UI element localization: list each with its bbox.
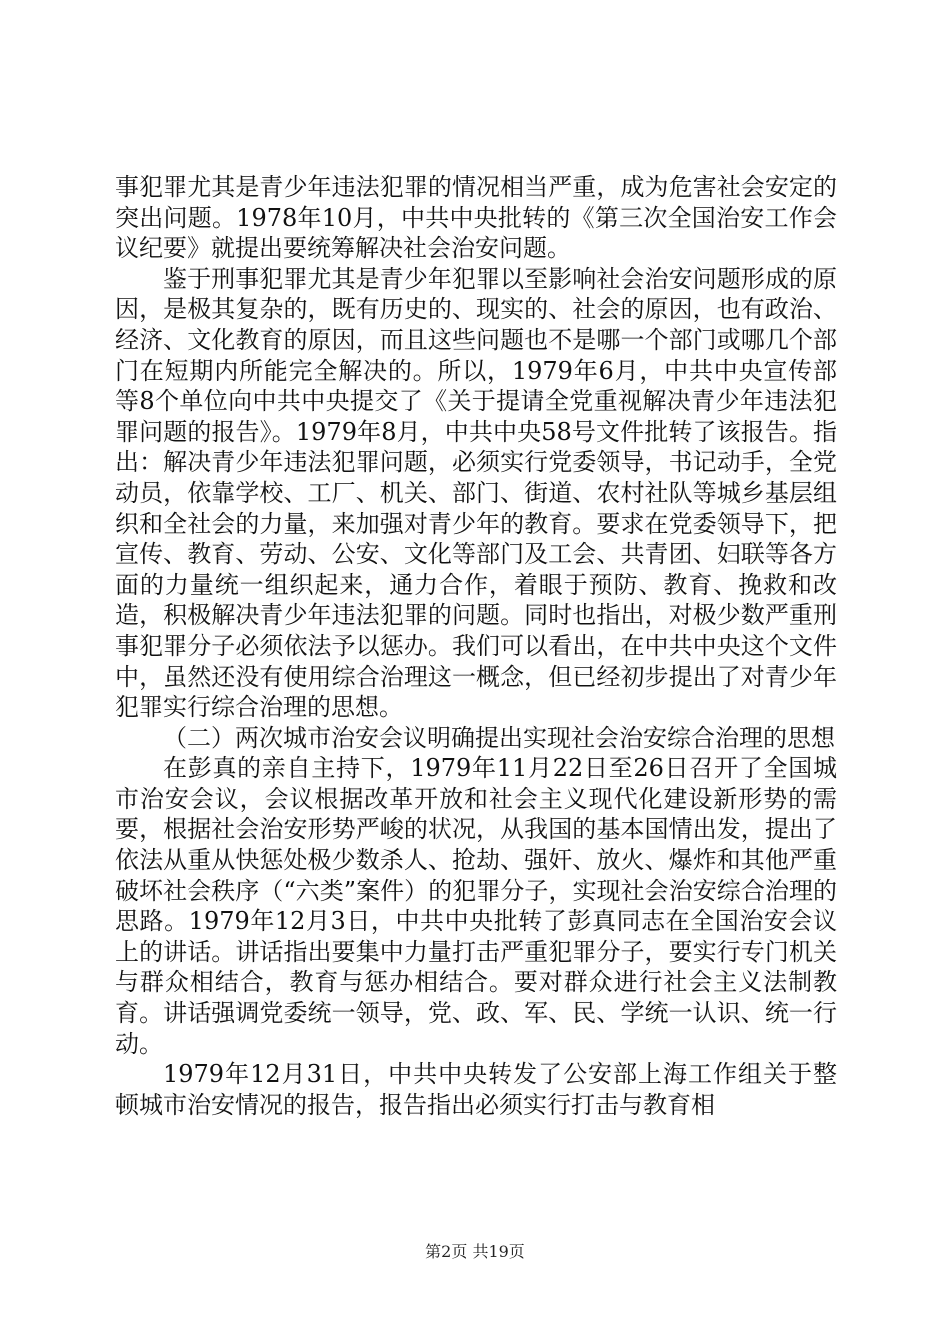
page-number-footer: 第2页 共19页 — [425, 1242, 525, 1261]
section-heading: （二）两次城市治安会议明确提出实现社会治安综合治理的思想 — [163, 723, 835, 752]
paragraph-1: 事犯罪尤其是青少年违法犯罪的情况相当严重，成为危害社会安定的突出问题。1978年10月，中共中央批转的《第三次全国治安工作会议纪要》就提出要统筹解决社会治安问题。 — [115, 173, 837, 263]
paragraph-4: 1979年12月31日，中共中央转发了公安部上海工作组关于整顿城市治安情况的报告，报告指出必须实行打击与教育相 — [115, 1060, 837, 1119]
document-body — [115, 172, 837, 1120]
paragraph-3: 在彭真的亲自主持下，1979年11月22日至26日召开了全国城市治安会议，会议根据改革开放和社会主义现代化建设新形势的需要，根据社会治安形势严峻的状况，从我国的基本国情出发，提出了依法从重从快惩处极少数杀人、抢劫、强奸、放火、爆炸和其他严重破坏社会秩序（“六类”案件）的犯罪分子，实现社会治安综合治理的思路。1979年12月3日，中共中央批转了彭真同志在全国治安会议上的讲话。讲话指出要集中力量打击严重犯罪分子，要实行专门机关与群众相结合，教育与惩办相结合。要对群众进行社会主义法制教育。讲话强调党委统一领导，党、政、军、民、学统一认识、统一行动。 — [115, 754, 837, 1058]
paragraph-2: 鉴于刑事犯罪尤其是青少年犯罪以至影响社会治安问题形成的原因，是极其复杂的，既有历史的、现实的、社会的原因，也有政治、经济、文化教育的原因，而且这些问题也不是哪一个部门或哪几个部门在短期内所能完全解决的。所以，1979年6月，中共中央宣传部等8个单位向中共中央提交了《关于提请全党重视解决青少年违法犯罪问题的报告》。1979年8月，中共中央58号文件批转了该报告。指出：解决青少年违法犯罪问题，必须实行党委领导，书记动手，全党动员，依靠学校、工厂、机关、部门、街道、农村社队等城乡基层组织和全社会的力量，来加强对青少年的教育。要求在党委领导下，把宣传、教育、劳动、公安、文化等部门及工会、共青团、妇联等各方面的力量统一组织起来，通力合作，着眼于预防、教育、挽救和改造，积极解决青少年违法犯罪的问题。同时也指出，对极少数严重刑事犯罪分子必须依法予以惩办。我们可以看出，在中共中央这个文件中，虽然还没有使用综合治理这一概念，但已经初步提出了对青少年犯罪实行综合治理的思想。 — [115, 264, 837, 722]
